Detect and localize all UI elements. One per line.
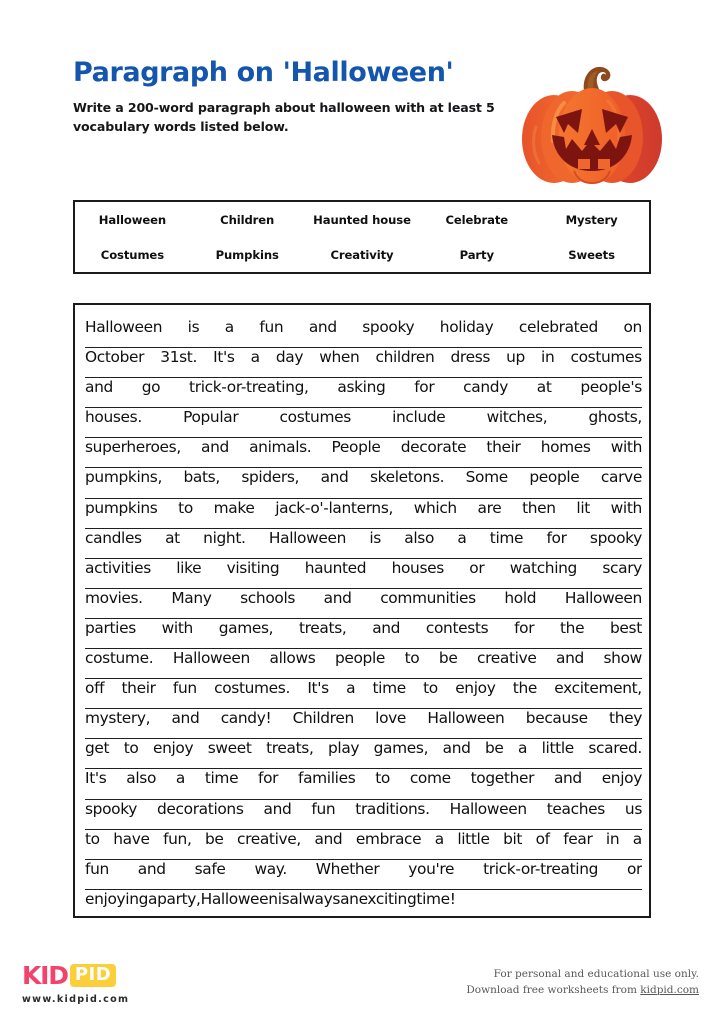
answer-word: carve [600,468,642,487]
answer-word: and [308,318,337,336]
table-row [75,202,649,237]
answer-word: together [470,769,535,788]
answer-word: a [250,348,260,367]
answer-word: their [121,679,156,698]
answer-word: homes [540,438,591,457]
answer-word: It's [213,348,235,367]
answer-word: costumes [279,408,351,427]
answer-word: of [535,829,550,848]
answer-word: little [457,829,490,848]
answer-word: with [161,618,193,637]
answer-word: to [85,829,100,848]
answer-word: a [148,889,158,908]
answer-word: you're [408,859,455,878]
answer-word: hold [504,588,537,607]
answer-word: off [85,679,105,698]
answer-word: and [137,859,166,878]
answer-word: to [423,679,438,698]
answer-word: because [525,709,588,728]
answer-line [85,800,642,830]
answer-word: trick-or-treating [483,859,599,878]
answer-word: Many [171,588,212,607]
answer-word: superheroes, [85,438,181,457]
answer-word: enjoying [85,889,149,908]
answer-word: holiday [439,318,494,336]
answer-word: Halloween [427,709,505,728]
answer-word: spooky [589,528,642,547]
answer-word: for [514,618,535,637]
answer-word: haunted [304,558,367,577]
answer-word: creative [477,649,537,668]
answer-word: us [624,799,642,818]
answer-word: Children [292,709,354,728]
answer-word: like [176,558,202,577]
answer-word: way. [254,859,287,878]
vocab-word: Halloween [98,212,167,227]
answer-word: houses [391,558,444,577]
answer-word: candy [463,378,508,397]
answer-word: or [469,558,485,577]
answer-word: fun [311,799,336,818]
answer-word: and [553,769,582,788]
answer-word: Halloween [449,799,527,818]
answer-word: and [323,588,352,607]
answer-word: play [327,739,360,758]
answer-line [85,378,642,408]
answer-word: a [518,739,528,758]
answer-word: asking [337,378,386,397]
answer-word: a [175,769,185,788]
answer-word: also [404,528,435,547]
answer-word: time [489,528,524,547]
answer-word: activities [85,558,151,577]
answer-word: communities [380,588,476,607]
answer-word: go [141,378,161,397]
answer-line [85,468,642,498]
answer-word: Halloween [200,889,278,908]
answer-word: and [263,799,292,818]
answer-word: are [477,498,502,517]
answer-line [85,348,642,378]
answer-word: contests [425,618,489,637]
worksheet-instructions: Write a 200-word paragraph about halloween with at least 5 vocabulary words listed below. [73,99,495,135]
answer-word: families [298,769,356,788]
footer-usage-note [466,967,699,999]
answer-line [85,649,642,679]
answer-word: visiting [226,558,280,577]
answer-word: People [331,438,381,457]
answer-word: and [201,438,229,457]
answer-word: come [409,769,451,788]
pumpkin-icon [512,53,672,193]
vocabulary-table [75,202,649,272]
answer-word: at [536,378,552,397]
answer-word: or [626,859,642,878]
answer-line [85,709,642,739]
answer-word: day [275,348,304,367]
footer-note-line2 [466,983,699,999]
answer-line [85,408,642,438]
answer-word: children [375,348,435,367]
answer-word: have [113,829,150,848]
answer-word: to [404,649,420,668]
answer-word: time! [416,889,456,908]
answer-word: and [556,649,584,668]
answer-word: on [623,318,642,336]
answer-word: skeletons. [369,468,445,487]
answer-word: always [289,889,341,908]
answer-word: little [541,739,574,758]
answer-line [85,559,642,589]
answer-word: Halloween [268,528,346,547]
answer-word: embrace [355,829,422,848]
answer-word: they [609,709,642,728]
answer-line [85,529,642,559]
answer-word: enjoy [601,769,642,788]
answer-word: spooky [362,318,415,336]
answer-word: lit [576,498,590,517]
answer-line [85,589,642,619]
answer-word: is [187,318,200,336]
kidpid-logo [22,962,242,1012]
answer-word: fun [259,318,284,336]
answer-word: candy! [220,709,272,728]
answer-word: mystery, [85,709,151,728]
answer-line [85,890,642,918]
answer-word: spooky [85,799,137,818]
answer-word: games, [218,618,274,637]
answer-word: It's [85,769,107,788]
answer-word: fun [85,859,109,878]
answer-word: get [85,739,110,758]
answer-word: Halloween [172,649,250,668]
answer-word: schools [240,588,296,607]
answer-word: It's [307,679,329,698]
answer-word: best [609,618,642,637]
answer-word: when [319,348,360,367]
answer-word: their [486,438,521,457]
answer-word: for [258,769,279,788]
answer-word: in [541,348,555,367]
answer-word: scared. [588,739,642,758]
answer-word: with [610,438,642,457]
answer-word: safe [194,859,226,878]
answer-word: treats, [298,618,347,637]
answer-word: decorate [400,438,467,457]
answer-word: costumes. [214,679,291,698]
footer-note-line1: For personal and educational use only. [493,968,699,980]
answer-word: houses. [85,408,142,427]
answer-word: to [178,498,193,517]
answer-word: 31st. [160,348,198,367]
answer-word: for [546,528,567,547]
answer-word: pumpkins, [85,468,162,487]
answer-word: and [442,739,471,758]
answer-word: and [372,618,401,637]
table-row [75,237,649,272]
answer-word: creative, [236,829,301,848]
answer-word: Some [465,468,508,487]
answer-word: pumpkins [85,498,158,517]
answer-word: be [485,739,504,758]
answer-word: allows [269,649,316,668]
answer-line [85,438,642,468]
answer-lines [75,305,649,918]
answer-word: animals. [249,438,312,457]
answer-word: show [603,649,642,668]
answer-word: party, [157,889,201,908]
vocab-word: Sweets [568,247,615,262]
answer-word: is [277,889,290,908]
footer-note-prefix: Download free worksheets from [466,983,641,996]
answer-line [85,499,642,529]
answer-text-box[interactable] [73,303,651,918]
vocab-word: Costumes [100,247,164,262]
answer-line [85,739,642,769]
answer-word: trick-or-treating, [189,378,309,397]
answer-word: people [529,468,580,487]
vocab-word: Pumpkins [215,247,279,262]
logo-pid-badge: PID [70,964,116,987]
answer-word: time [204,769,239,788]
pumpkin-tooth-left [578,159,590,169]
answer-line [85,318,642,348]
answer-word: a [434,829,444,848]
answer-word: games, [373,739,429,758]
answer-word: an [340,889,359,908]
footer-kidpid-link[interactable]: kidpid.com [640,983,699,996]
answer-word: jack-o'-lanterns, [275,498,394,517]
answer-word: to [375,769,390,788]
answer-word: enjoy [455,679,496,698]
answer-word: scary [602,558,642,577]
answer-word: ghosts, [588,408,642,427]
answer-word: night. [203,528,246,547]
vocab-word: Mystery [565,212,618,227]
answer-word: love [375,709,407,728]
answer-word: teaches [546,799,605,818]
answer-word: and [85,378,113,397]
answer-word: spiders, [241,468,300,487]
answer-word: then [522,498,556,517]
answer-word: and [314,829,343,848]
answer-word: fear [563,829,593,848]
logo-website-url: www.kidpid.com [22,994,130,1005]
answer-word: which [413,498,457,517]
answer-line [85,860,642,890]
answer-word: costumes [570,348,642,367]
answer-word: exciting [358,889,417,908]
answer-word: movies. [85,588,143,607]
answer-line [85,679,642,709]
answer-word: to [123,739,139,758]
answer-word: traditions. [355,799,430,818]
answer-word: sweet [207,739,252,758]
vocab-word: Haunted house [313,212,411,227]
answer-word: a [346,679,356,698]
answer-word: treats, [266,739,314,758]
answer-word: enjoy [152,739,194,758]
vocab-word: Children [220,212,275,227]
answer-word: Halloween [85,318,163,336]
answer-word: Halloween [564,588,642,607]
vocab-word: Party [459,247,494,262]
answer-word: people's [580,378,642,397]
answer-line [85,769,642,799]
answer-word: time [372,679,406,698]
logo-kid-text: KID [22,960,68,990]
answer-line [85,830,642,860]
answer-word: fun, [163,829,192,848]
answer-word: is [369,528,381,547]
answer-word: people [334,649,386,668]
answer-word: celebrated [518,318,598,336]
vocab-word: Creativity [330,247,394,262]
logo-wordmark [22,962,242,988]
answer-word: in [605,829,620,848]
answer-word: costume. [85,649,154,668]
answer-word: also [126,769,157,788]
answer-word: parties [85,618,136,637]
answer-word: witches, [486,408,548,427]
answer-word: dress [450,348,491,367]
vocabulary-word-box [73,200,651,274]
answer-word: the [559,618,585,637]
answer-word: up [506,348,525,367]
answer-word: bit [503,829,523,848]
answer-word: be [204,829,224,848]
answer-word: a [224,318,234,336]
answer-word: candles [85,528,142,547]
answer-word: watching [509,558,577,577]
vocab-word: Celebrate [445,212,509,227]
answer-word: include [392,408,446,427]
answer-word: and [171,709,200,728]
answer-word: fun [172,679,197,698]
answer-word: a [457,528,467,547]
answer-word: October [85,348,145,367]
answer-word: the [512,679,537,698]
answer-word: excitement, [554,679,642,698]
answer-word: a [632,829,642,848]
answer-word: with [610,498,642,517]
page-title: Paragraph on 'Halloween' [73,57,454,88]
jack-o-lantern-svg [512,53,672,193]
answer-word: and [320,468,349,487]
answer-line [85,619,642,649]
pumpkin-tooth-right [598,159,610,169]
answer-word: bats, [183,468,220,487]
answer-word: make [213,498,255,517]
answer-word: at [165,528,180,547]
answer-word: decorations [156,799,244,818]
answer-word: for [414,378,435,397]
answer-word: be [438,649,458,668]
answer-word: Popular [183,408,239,427]
answer-word: Whether [315,859,380,878]
